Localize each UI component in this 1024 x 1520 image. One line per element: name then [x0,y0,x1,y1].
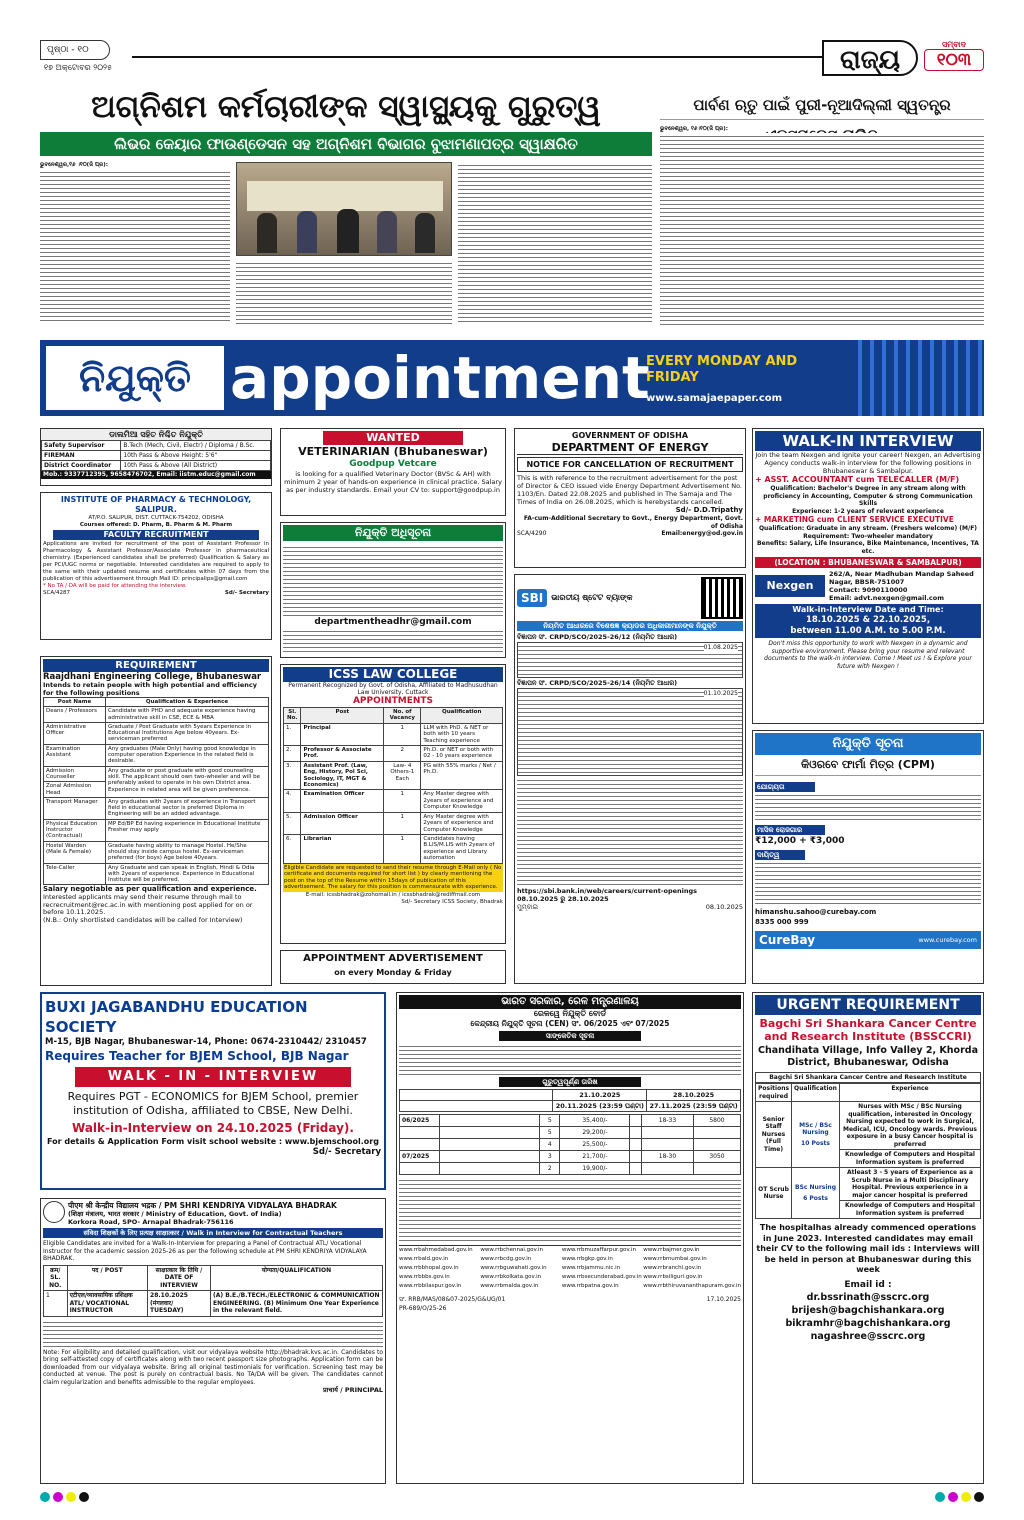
pharmacy-body: Applications are invited for recruitment of the post of Assistant Professor in Pharmacology & Assistant Professor/Associate Professor in pharmaceutical chemistry. (Experienced candidates shall be preferred) Qualification & Salary as per PCI/UGC norms or negotiable. Interested candidates are required to apply to the same with their updated resume and certificates within 07 days from the publication of this advertisement through Mail ID: principalips@gmail.com [43,541,269,582]
pharmacy-title: INSTITUTE OF PHARMACY & TECHNOLOGY, SALIPUR. [60,495,252,514]
vet-ad [280,428,506,516]
table-row: 07/2025 3 21,700/- 18-30 3050 [400,1151,741,1163]
walkin-benefits: Benefits: Salary, Life Insurance, Bike Maintenance, Incentives, TA etc. [757,540,979,555]
railway-ref: ସଂ. RRB/MAS/08&07-2025/G&UG/01 [399,1296,506,1303]
walkin-email[interactable]: Email: advt.nexgen@gmail.com [829,594,945,602]
lead-subhead: ଲିଭର କେୟାର ଫାଉଣ୍ଡେସନ ସହ ଅଗ୍ନିଶମ ବିଭାଗର ବୁଝାମଣାପତ୍ର ସ୍ୱାକ୍ଷରିତ [40,132,652,156]
rrb-site-link[interactable]: www.rrbbilaspur.gov.in [399,1283,462,1289]
rrb-site-link[interactable]: www.rrbgkp.gov.in [561,1256,613,1262]
sbi-adv1: ବିଜ୍ଞାପନ ସଂ. CRPD/SCO/2025-26/12 (ନିୟମିତ ଆଧାର) [517,633,678,641]
banner-word: appointment [230,344,650,412]
curebay-title: ନିଯୁକ୍ତି ସୂଚନା [755,733,981,755]
appointment-advert-box [280,950,506,984]
curebay-sec3: ଦାୟିତ୍ୱ [755,850,805,860]
railway-cen: କେନ୍ଦ୍ରୀୟ ନିଯୁକ୍ତି ସୂଚନା (CEN) ସଂ. 06/2025 ଏବଂ 07/2025 [470,1019,670,1028]
walkin-e1: Experience: 1-2 years of relevant experience [792,507,944,515]
sbi-place: ମୁମ୍ବାଇ [517,903,539,911]
appointment-banner [40,340,984,416]
table-row: 06/2025 5 35,400/- 18-33 5800 [400,1115,741,1127]
bagchi-email-label: Email id : [844,1279,892,1290]
kv-note: Note: For eligibility and detailed qualification, visit our vidyalaya website http://bhadrak.kvs.ac.in. Candidates to bring self-attested copy of certificates along with two recent passport size photographs. Application form can be downloaded from our vidyalaya website. Bring all original testimonials for verification. Screening test may be conducted at venue. The post is purely on contractual basis. No TA/DA will be given. The candidates cannot claim regularization and benefits admissible to the regular employees. [43,1348,383,1386]
kv-intro: Eligible Candidates are invited for a Walk-In-Interview for preparing a Panel of Contractual ATL/ Vocational Instructor for the academic session 2025-26 as per the following schedule at PM SHRI KENDRIYA VIDYALAYA BHADRAK. [43,1240,367,1262]
sbi-link[interactable]: https://sbi.bank.in/web/careers/current-openings [517,887,698,895]
bagchi-table-title: Bagchi Sri Shankara Cancer Centre and Research Institute [755,1072,981,1083]
table-row: Examination Assistant Any graduates (Male Only) having good knowledge in computer operation Experience in the related field is desirable. [44,744,269,766]
table-row: Administrative Officer Graduate / Post Graduate with 5years Experience in Educational Institutions Age below 40years. Ex-serviceman preferred [44,722,269,744]
kv-address: Korkora Road, SPO- Arnapal Bhadrak-756116 [68,1218,234,1226]
railway-posts-table [399,1114,741,1175]
banner-odia-title: ନିଯୁକ୍ତି [46,346,224,410]
pharmacy-address: AT/P.O. SALIPUR, DIST. CUTTACK-754202, ODISHA [88,515,224,521]
bagchi-email[interactable]: brijesh@bagchishankara.org [791,1304,945,1316]
table-row: 5 29,200/- [400,1127,741,1139]
curebay-pay: ₹12,000 + ₹3,000 [755,836,845,846]
table-row: 21.10.2025 28.10.2025 [400,1090,741,1101]
table-row: Knowledge of Computers and Hospital Information system is preferred [756,1201,981,1219]
energy-gov: GOVERNMENT OF ODISHA [571,431,689,440]
railway-sec: ସାଙ୍କେତିକ ସୂଚନା [499,1031,641,1041]
sbi-table-1: 01.08.2025 [517,642,743,678]
niyukti-notice-ad [280,522,506,658]
rrb-site-link[interactable]: www.rrbthiruvananthapuram.gov.in [643,1283,741,1289]
table-row: 4 25,500/- [400,1139,741,1151]
icss-table: Sl. No. Post No. of Vacancy Qualification 1. Principal 1 LLM with PhD. & NET or both with 10 years Teaching experience 2. Professor & Associate Prof. 2 Ph.D. or NET or both with 02 - 10 years experience 3. Assistant Prof. (Law, Eng, History, Pol Sci, Sociology, IT, MGT & Economics) Law- 4 Others-1 Each PG with 55% marks / Net / Ph.D. 4. Examination Officer 1 Any Master degree with 2years of experience and Computer Knowledge 5. Admission Officer 1 Any Master degree with 2years of experience and Computer Knowledge 6. Librarian 1 Candidates having B.LIS/M.LIS with 2years of experience and Library automation [283,707,503,864]
walkin-intro: Join the team Nexgen and ignite your career! Nexgen, an Advertising Agency conducts walk-in interview for the following positions in Bhubaneswar & Sambalpur. [755,451,981,475]
rrb-site-link[interactable]: www.rrbajmer.gov.in [643,1247,700,1253]
icss-ad [280,664,506,944]
walkin-post1: + ASST. ACCOUNTANT cum TELECALLER (M/F) [755,475,960,484]
nexgen-walkin-ad [752,428,984,724]
lead-body-col1: ଭୁବନେଶ୍ୱର,୧୬ ।୧୦(ଜି ପ୍ର): [40,162,230,324]
bagchi-footer: The hospitalhas already commenced operations in June 2023. Interested candidates may email their CV to the following mail ids : Interviews will be held in person at Bhubaneswar during this week [756,1223,980,1274]
dalmia-contact: Mob.: 9337712395, 9658476702, Email: iistm.educ@gmail.com [41,471,271,479]
banner-stripes [850,340,984,416]
vet-wanted: WANTED [323,431,463,445]
banner-url[interactable]: www.samajaepaper.com [646,393,783,404]
pharmacy-ad [40,492,272,640]
nexgen-logo: Nexgen [755,575,825,597]
niyukti-notice-email[interactable]: departmentheadhr@gmail.com [314,617,472,627]
railway-title: ଭାରତ ସରକାର, ରେଳ ମନ୍ତ୍ରଣାଳୟ [399,995,741,1009]
bagchi-title: URGENT REQUIREMENT [755,995,981,1015]
icss-section: APPOINTMENTS [352,696,434,706]
buxi-sign: Sd/- Secretary [312,1147,381,1157]
vet-title: VETERINARIAN (Bhubaneswar) [298,445,488,458]
brand-logo: ସମ୍ବାଦ ୧୦୩ [924,40,984,76]
table-row: 2 19,900/- [400,1163,741,1175]
curebay-ad [752,730,984,984]
pharmacy-note: * No TA / DA will be paid for attending the interview. [43,583,187,589]
rrb-site-link[interactable]: www.rrbsecunderabad.gov.in [561,1274,642,1280]
table-row: 5. Admission Officer 1 Any Master degree with 2years of experience and Computer Knowledge [284,812,503,834]
table-row: 3. Assistant Prof. (Law, Eng, History, Pol Sci, Sociology, IT, MGT & Economics) Law- 4 Others-1 Each PG with 55% marks / Net / Ph.D. [284,761,503,790]
kv-title: पीएम श्री केन्द्रीय विद्यालय भद्रक / PM SHRI KENDRIYA VIDYALAYA BHADRAK [68,1201,337,1210]
bagchi-address: Chandihata Village, Info Valley 2, Khorda District, Bhubaneswar, Odisha [758,1045,978,1068]
energy-notice: NOTICE FOR CANCELLATION OF RECRUITMENT [517,457,743,472]
rrb-site-link[interactable]: www.rrbpatna.gov.in [561,1283,619,1289]
table-row: District Coordinator 10th Pass & Above (All District) [42,461,271,471]
bagchi-email[interactable]: nagashree@sscrc.org [810,1330,926,1342]
table-row: Transport Manager Any graduates with 2years of experience in Transport field in educational sector is preferred Diploma in Engineering will be an added advantage. [44,797,269,819]
railway-ad [396,992,744,1484]
pharmacy-ref: SCA/4287 [43,590,70,596]
banner-days: EVERY MONDAY AND FRIDAY [646,354,798,385]
kv-sign: प्राचार्य / PRINCIPAL [322,1386,383,1394]
table-row: 6. Librarian 1 Candidates having B.LIS/M.LIS with 2years of experience and Library automation [284,834,503,863]
sbi-date: 08.10.2025 [705,903,743,911]
table-row: Tele-Caller Any Graduate and can speak in English, Hindi & Odia with 2years of experience. Experience in Educational Institute will be preferred. [44,863,269,885]
date-label: ୧୭ ଅକ୍ଟୋବର ୨୦୨୫ [44,63,113,72]
print-registration-marks [40,1492,984,1506]
bagchi-ad [752,992,984,1484]
raajdhani-intro: Intends to retain people with high potential and efficiency for the following positions [43,681,258,697]
icss-sign: Sd/- Secretary ICSS Society, Bhadrak [401,898,503,905]
icss-sub: Permanent Recognized by Govt. of Odisha, Affiliated to Madhusudhan Law University, Cuttack [288,682,498,696]
page-number-badge: ପୃଷ୍ଠା - ୧୦ [40,40,110,60]
dalmia-ad [40,428,272,486]
curebay-logo: CureBay [759,933,816,947]
dalmia-title: ଡାଲମିଆ ସହିତ ନିଶ୍ଚିତ ନିଯୁକ୍ତି [41,429,271,440]
bagchi-email[interactable]: dr.bssrinath@sscrc.org [806,1291,930,1303]
railway-sites-grid [399,1245,741,1291]
railway-ref2: PR-689/O/25-26 [399,1305,447,1312]
raajdhani-college: Raajdhani Engineering College, Bhubaneswar [43,672,262,682]
walkin-location: (LOCATION : BHUBANESWAR & SAMBALPUR) [755,557,981,568]
walkin-datetime: Walk-in-Interview Date and Time: 18.10.2025 & 22.10.2025, between 11.00 A.M. to 5.00 P.M. [755,604,981,638]
icss-footer: Eligible Candidate are requested to send their resume through E-Mail only ( No certificate and documents required for short list ) by clearly mentioning the post on the top of the Resume within 15days of publication of this advertisement. The salary for this position is commensurate with experience. [284,864,502,891]
vet-company: Goodpup Vetcare [349,459,437,469]
walkin-contact: Contact: 9090110000 [829,586,908,594]
railway-date: 17.10.2025 [706,1296,741,1303]
side-story-headline: ପାର୍ବଣ ଋତୁ ପାଇଁ ପୁରୀ-ନୂଆଦିଲ୍ଲୀ ସ୍ୱତନ୍ତ୍ର [660,90,984,120]
railway-sub: ରେଳୱେ ନିଯୁକ୍ତି ବୋର୍ଡ [533,1009,607,1018]
table-row: Physical Education Instructor (Contractual) MP Ed/BP Ed having experience in Educational Institute Fresher may apply [44,819,269,841]
kv-banner: संविदा शिक्षकों के लिए प्रत्यक्ष साक्षात्कार / Walk in Interview for Contractual Teachers [43,1228,383,1238]
walkin-q2: Qualification: Graduate in any stream. (Freshers welcome) (M/F) [758,525,978,532]
rrb-site-link[interactable]: www.rrbsiliguri.gov.in [643,1274,703,1280]
sbi-dates: 08.10.2025 ରୁ 28.10.2025 [517,895,609,903]
rrb-site-link[interactable]: www.rrbkolkata.gov.in [480,1274,542,1280]
side-story-body: ଭୁବନେଶ୍ୱର, ୧୬।୧୦(ଜି ପ୍ର): [660,126,984,326]
rrb-site-link[interactable]: www.rrbahmedabad.gov.in [399,1247,473,1253]
kv-ministry: (शिक्षा मंत्रालय, भारत सरकार / Ministry of Education, Govt. of India) [68,1210,282,1218]
kv-ad [40,1198,386,1484]
niyukti-notice-title: ନିଯୁକ୍ତି ଅଧିସୂଚନା [283,525,503,541]
table-row: 20.11.2025 (23:59 ଘଣ୍ଟା) 27.11.2025 (23:59 ଘଣ୍ଟା) [400,1101,741,1112]
table-row: FIREMAN 10th Pass & Above Height: 5'6" [42,451,271,461]
rrb-site-link[interactable]: www.rrbjammu.nic.in [561,1265,621,1271]
raajdhani-salary: Salary negotiable as per qualification and experience. [43,885,257,894]
appt-ad-title: APPOINTMENT ADVERTISEMENT [303,953,483,964]
sbi-adv2: ବିଜ୍ଞାପନ ସଂ. CRPD/SCO/2025-26/14 (ନିୟମିତ ଆଧାର) [517,679,678,687]
walkin-post2: + MARKETING cum CLIENT SERVICE EXECUTIVE [755,515,954,524]
pharmacy-courses: Courses offered: D. Pharm, B. Pharm & M. Pharm [79,522,233,528]
walkin-address: 262/A, Near Madhuban Mandap Saheed Nagar, BBSR-751007 [829,570,974,586]
table-row: Safety Supervisor B.Tech (Mech, Civil, Electr) / Diploma / B.Sc. [42,441,271,451]
raajdhani-note: (N.B.: Only shortlisted candidates will be called for Interview) [43,915,243,924]
header-rule [132,56,822,58]
rrb-site-link[interactable]: www.rrbguwahati.gov.in [480,1265,547,1271]
walkin-r2: Requirement: Two-wheeler mandatory [803,532,933,540]
icss-email[interactable]: E-mail: icssbhadrak@zohomail.in / icssbhadrak@rediffmail.com [305,891,481,898]
railway-sec2: ଗୁରୁତ୍ୱପୂର୍ଣ୍ଣ ତାରିଖ [499,1077,641,1087]
pharmacy-section: FACULTY RECRUITMENT [53,530,259,540]
table-row: Admission Counseller Any graduate or post graduate with good counseling skill. The applicant should own two-wheeler and will be preferably asked to operate in his own District area. Experience in related area will be given preference. [44,766,269,782]
rrb-site-link[interactable]: www.rrbranchi.gov.in [643,1265,702,1271]
buxi-address: M-15, BJB Nagar, Bhubaneswar-14, Phone: 0674-2310442/ 2310457 [45,1037,367,1047]
rrb-site-link[interactable]: www.rrbmalda.gov.in [480,1283,539,1289]
buxi-ad [40,992,386,1190]
raajdhani-ad [40,656,272,986]
buxi-date: Walk-in-Interview on 24.10.2025 (Friday). [72,1121,354,1135]
icss-title: ICSS LAW COLLEGE [283,667,503,682]
buxi-requires: Requires Teacher for BJEM School, BJB Nagar [45,1049,349,1063]
walkin-note: Don't miss this opportunity to work with Nexgen in a dynamic and supportive environment. Please bring your resume and relevant documents to the walk-in interview. Come ! Meet us ! & Explore your future with Nexgen ! [764,640,972,670]
raajdhani-title: REQUIREMENT [43,659,269,672]
kv-table: क्रम/ SL. NO. पद / POST साक्षात्कार कि तिथि / DATE OF INTERVIEW योग्यता/QUALIFICATION 1 एटीएल/व्यावसायिक प्रशिक्षक ATL/ VOCATIONAL INSTRUCTOR 28.10.2025 (मंगलवार/ TUESDAY) (A) B.E./B.TECH./ELECTRONIC & COMMUNICATION ENGINEERING. (B) Minimum One Year Experience in the relevant field. [43,1265,383,1317]
table-row: Zonal Admission Head [44,782,269,798]
rrb-site-link[interactable]: www.rrbbbs.gov.in [399,1274,450,1280]
curebay-phone: 8335 000 999 [755,918,809,926]
energy-dept: DEPARTMENT OF ENERGY [517,441,743,455]
curebay-post: କିଓରବେ ଫାର୍ମା ମିତ୍ର (CPM) [755,755,981,776]
energy-sign: Sd/- D.D.Tripathy [675,506,743,514]
walkin-q1: Qualification: Bachelor's Degree in any stream along with proficiency in Accounting, Computer & strong Communication Skills [763,485,973,507]
curebay-sec1: ଯୋଗ୍ୟତା [755,782,815,792]
lead-body-col2 [236,260,452,324]
curebay-sec2: ମାସିକ ରୋଜଗାର [755,825,825,835]
rrb-site-link[interactable]: www.rrbchennai.gov.in [480,1247,544,1253]
bagchi-table: Positions required Qualification Experience Senior Staff Nurses (Full Time) MSc / BSc Nursing 10 Posts Nurses with MSc / BSc Nursing qualification, interested in Oncology Nursing expected to work in Surgical, Medical, ICU, Oncology wards. Previous exposure in a busy Cancer hospital is preferred Knowledge of Computers and Hospital Information system is preferred OT Scrub Nurse BSc Nursing 6 Posts Atleast 3 - 5 years of Experience as a Scrub Nurse in a Multi Disciplinary Hospital. Previous experience in a major cancer hospital is preferred Knowledge of Computers and Hospital Information system is preferred [755,1083,981,1219]
table-row: 1 एटीएल/व्यावसायिक प्रशिक्षक ATL/ VOCATIONAL INSTRUCTOR 28.10.2025 (मंगलवार/ TUESDAY) (A) B.E./B.TECH./ELECTRONIC & COMMUNICATION ENGINEERING. (B) Minimum One Year Experience in the relevant field. [44,1291,383,1317]
lead-photo [236,162,452,256]
table-row: 2. Professor & Associate Prof. 2 Ph.D. or NET or both with 02 - 10 years experience [284,746,503,762]
buxi-body: Requires PGT - ECONOMICS for BJEM School, premier institution of Odisha, affiliated to CBSE, New Delhi. [67,1090,359,1117]
table-row: Deans / Professors Candidate with PHD and adequate experience having administrative skill in CSE, ECE & MBA [44,707,269,723]
energy-body: This is with reference to the recruitment advertisement for the post of Director & CEO issued vide Energy Department Advertisement No. 1103/En. Dated 22.08.2025 and published in The Samaja and The Times of India on 26.08.2025, which is herebystands cancelled. [517,474,742,506]
sbi-table-2: 01.10.2025 [517,688,743,776]
qr-code-icon [701,577,743,619]
energy-ref: SCA/4290 [517,530,547,537]
bagchi-email[interactable]: bikramhr@bagchishankara.org [785,1317,951,1329]
walkin-title: WALK-IN INTERVIEW [755,431,981,451]
railway-dates-table [399,1089,741,1112]
energy-email[interactable]: Email:energy@od.gov.in [661,530,743,537]
bagchi-inst: Bagchi Sri Shankara Cancer Centre and Research Institute (BSSCCRI) [759,1017,977,1043]
curebay-site[interactable]: www.curebay.com [918,936,977,944]
table-row: Knowledge of Computers and Hospital Information system is preferred [756,1150,981,1168]
appt-ad-sub: on every Monday & Friday [334,968,452,977]
raajdhani-table: Post Name Qualification & Experience Deans / Professors Candidate with PHD and adequate experience having administrative skill in CSE, ECE & MBA Administrative Officer Graduate / Post Graduate with 5years Experience in Educational Institutions Age below 40years. Ex-serviceman preferred Examination Assistant Any graduates (Male Only) having good knowledge in computer operation Experience in the related field is desirable. Admission Counseller Any graduate or post graduate with good counseling skill. The applicant should own two-wheeler and will be preferably asked to operate in his own District area. Experience in related area will be given preference. Zonal Admission Head Transport Manager Any graduates with 2years of experience in Transport field in educational sector is preferred Diploma in Engineering will be an added advantage. Physical Education Instructor (Contractual) MP Ed/BP Ed having experience in Educational Institute Fresher may apply Hostel Warden (Male & Female) Graduate having ability to manage Hostel. He/She should stay inside campus hostel. Ex-serviceman preferred (for boys) Age below 40years. Tele-Caller Any Graduate and can speak in English, Hindi & Odia with 2years of experience. Experience in Educational Institute will be preferred. [43,697,269,885]
rrb-site-link[interactable]: www.rrbcdg.gov.in [480,1256,532,1262]
kv-emblem-icon [43,1201,65,1223]
rrb-site-link[interactable]: www.rrbmumbai.gov.in [643,1256,707,1262]
table-row: Hostel Warden (Male & Female) Graduate having ability to manage Hostel. He/She should stay inside campus hostel. Ex-serviceman preferred (for boys) Age below 40years. [44,841,269,863]
buxi-details: For details & Application Form visit school website : www.bjemschool.org [47,1137,379,1146]
vet-body: is looking for a qualified Veterinary Doctor (BVSc & AH) with minimum 2 year of hands-on experience in clinical practice. Salary as per industry standards. Email your CV to: support@goodpup.in [284,470,502,494]
sbi-title: ଭାରତୀୟ ଷ୍ଟେଟ ବ୍ୟାଙ୍କ [551,593,633,602]
table-row: 1. Principal 1 LLM with PhD. & NET or both with 10 years Teaching experience [284,723,503,745]
sbi-logo: SBI [517,589,547,607]
lead-headline: ଅଗ୍ନିଶମ କର୍ମଚାରୀଙ୍କ ସ୍ୱାସ୍ଥ୍ୟକୁ ଗୁରୁତ୍ୱ [91,89,601,125]
buxi-title: BUXI JAGABANDHU EDUCATION SOCIETY [45,998,308,1036]
rrb-site-link[interactable]: www.rrbmuzaffarpur.gov.in [561,1247,636,1253]
raajdhani-footer: Interested applicants may send their resume through mail to recrecruitment@rec.ac.in with mentioning post applied for on or before 10.11.2025. [43,893,253,917]
table-row: Senior Staff Nurses (Full Time) MSc / BSc Nursing 10 Posts Nurses with MSc / BSc Nursing qualification, interested in Oncology Nursing expected to work in Surgical, Medical, ICU, Oncology wards. Previous exposure in a busy Cancer hospital is preferred [756,1102,981,1150]
buxi-walkin-banner: WALK - IN - INTERVIEW [75,1067,351,1087]
sbi-ad [514,574,746,984]
pharmacy-sign: Sd/- Secretary [224,590,269,596]
section-title: ରାଜ୍ୟ [822,40,918,76]
rrb-site-link[interactable]: www.rrbald.gov.in [399,1256,449,1262]
table-row: OT Scrub Nurse BSc Nursing 6 Posts Atleast 3 - 5 years of Experience as a Scrub Nurse in a Multi Disciplinary Hospital. Previous experience in a major cancer hospital is preferred [756,1168,981,1201]
energy-sign2: FA-cum-Additional Secretary to Govt., Energy Department, Govt. of Odisha [523,515,743,530]
lead-body-col3 [458,162,652,324]
rrb-site-link[interactable]: www.rrbbhopal.gov.in [399,1265,459,1271]
sbi-headline: ନିୟମିତ ଆଧାରରେ ବିଶେଷଜ୍ଞ କ୍ୟାଡର ଅଧିକାରୀମାନଙ୍କ ନିଯୁକ୍ତି [517,621,743,631]
curebay-email[interactable]: himanshu.sahoo@curebay.com [755,908,877,916]
energy-ad [514,428,746,568]
table-row: 4. Examination Officer 1 Any Master degree with 2years of experience and Computer Knowledge [284,790,503,812]
page-header [40,40,984,78]
